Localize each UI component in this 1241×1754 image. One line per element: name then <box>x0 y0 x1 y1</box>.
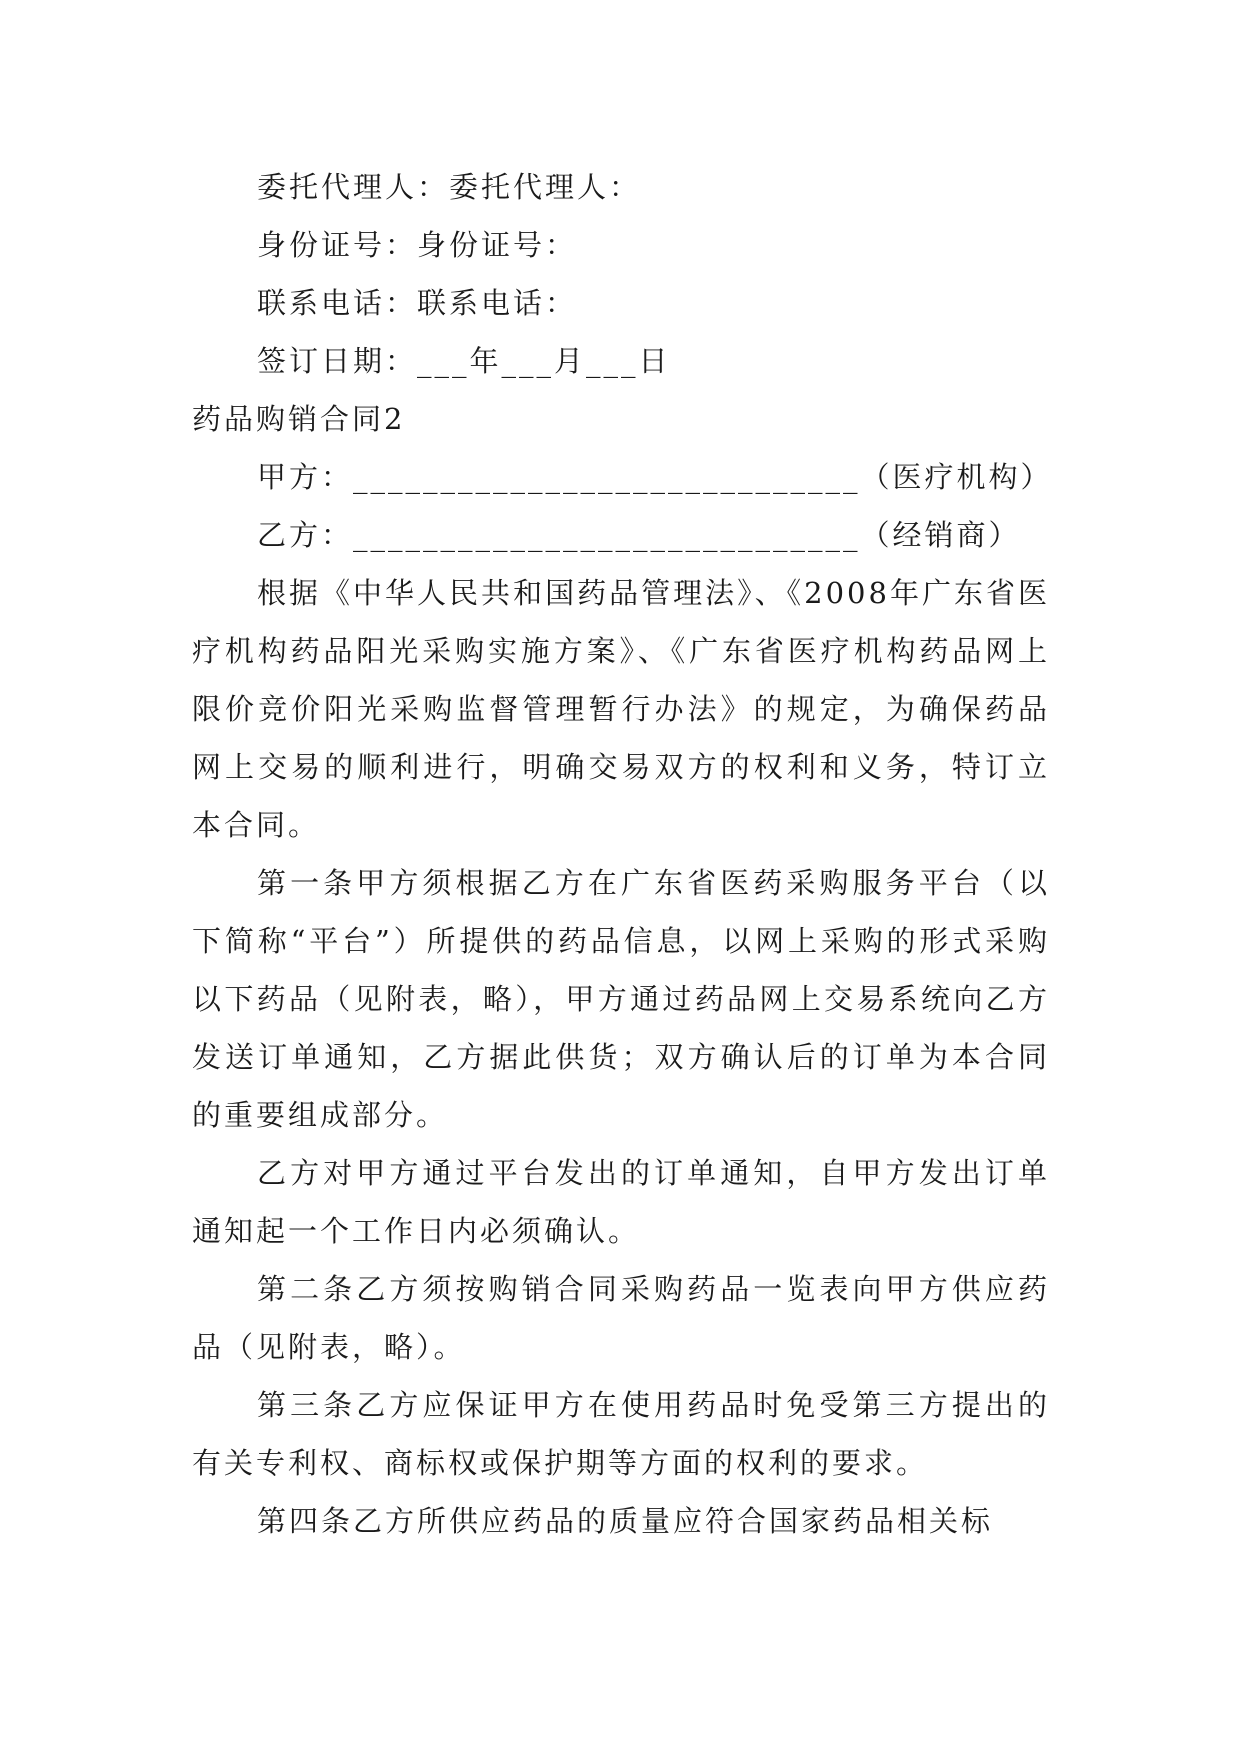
party-b-line: 乙方：_____________________________（经销商） <box>257 518 1021 552</box>
article-2-paragraph: 第二条乙方须按购销合同采购药品一览表向甲方供应药品（见附表，略）。 <box>192 1272 1050 1364</box>
agent-line: 委托代理人：委托代理人： <box>257 170 642 204</box>
article-3-paragraph: 第三条乙方应保证甲方在使用药品时免受第三方提出的有关专利权、商标权或保护期等方面的权利的要求。 <box>192 1388 1050 1480</box>
party-a-line: 甲方：_____________________________（医疗机构） <box>257 460 1053 494</box>
contract-title: 药品购销合同2 <box>192 402 406 436</box>
preamble-paragraph: 根据《中华人民共和国药品管理法》、《2008年广东省医疗机构药品阳光采购实施方案》、《广东省医疗机构药品网上限价竞价阳光采购监督管理暂行办法》的规定，为确保药品网上交易的顺利进行，明确交易双方的权利和义务，特订立本合同。 <box>192 576 1050 842</box>
id-number-line: 身份证号：身份证号： <box>257 228 578 262</box>
document-page <box>192 158 1053 1550</box>
confirmation-paragraph: 乙方对甲方通过平台发出的订单通知，自甲方发出订单通知起一个工作日内必须确认。 <box>192 1156 1050 1248</box>
sign-date-line: 签订日期：___年___月___日 <box>257 344 671 378</box>
article-1-paragraph: 第一条甲方须根据乙方在广东省医药采购服务平台（以下简称“平台”）所提供的药品信息，以网上采购的形式采购以下药品（见附表，略），甲方通过药品网上交易系统向乙方发送订单通知，乙方据此供货；双方确认后的订单为本合同的重要组成部分。 <box>192 866 1050 1132</box>
phone-line: 联系电话：联系电话： <box>257 286 578 320</box>
article-4-paragraph: 第四条乙方所供应药品的质量应符合国家药品相关标 <box>257 1504 994 1538</box>
